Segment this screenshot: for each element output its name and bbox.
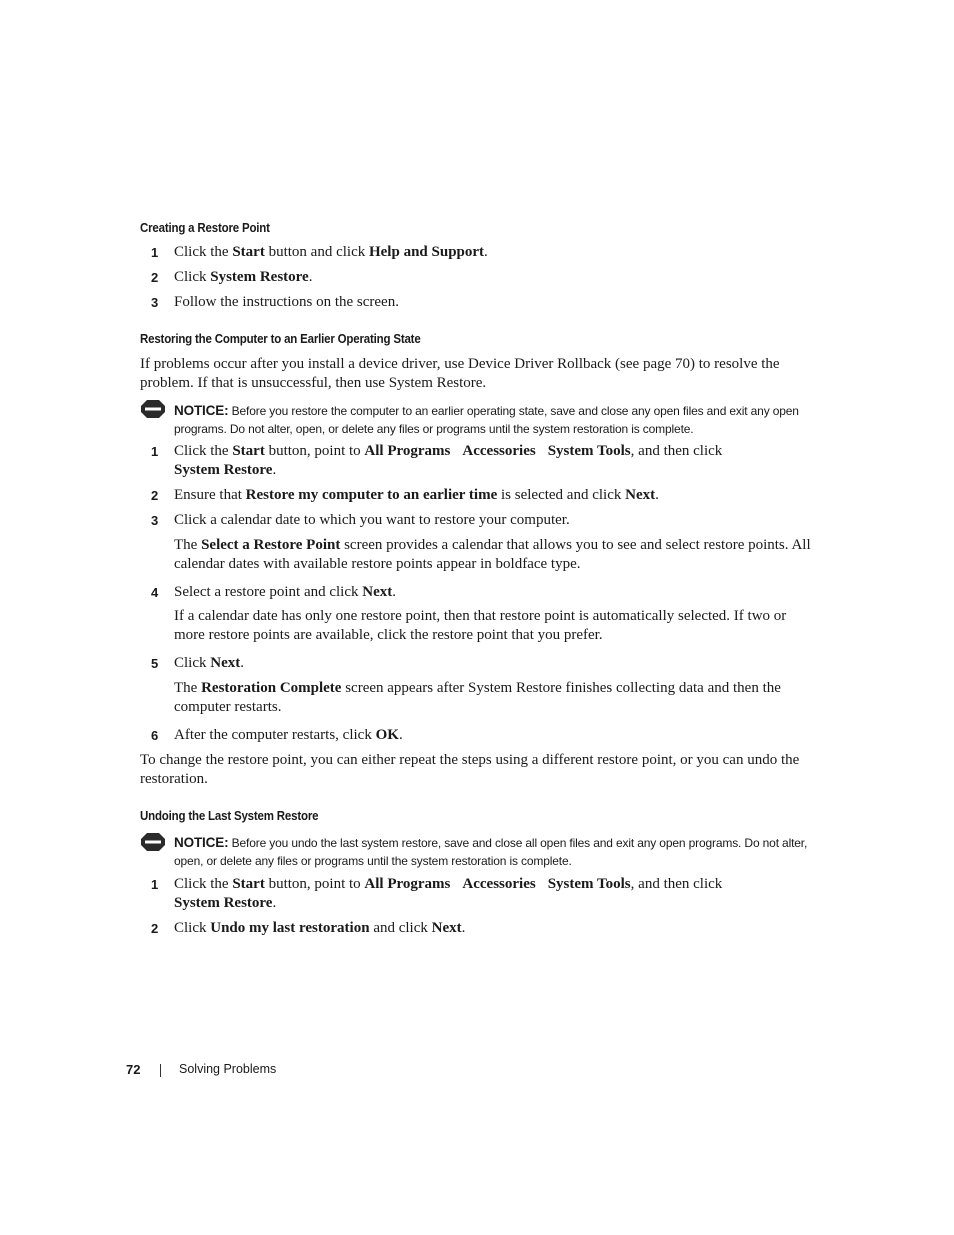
footer-section-title: Solving Problems: [179, 1062, 277, 1076]
section-heading-undoing: Undoing the Last System Restore: [140, 809, 319, 823]
step-number: 1: [151, 877, 159, 892]
section-heading-restoring: Restoring the Computer to an Earlier Operating State: [140, 332, 421, 346]
step-number: 4: [151, 585, 159, 600]
footer-separator: [160, 1064, 161, 1077]
outro-paragraph: To change the restore point, you can either repeat the steps using a different restore point, or you can undo the restoration.: [140, 752, 800, 787]
section-heading-creating: Creating a Restore Point: [140, 221, 270, 235]
step-number: 1: [151, 245, 159, 260]
step-number: 1: [151, 444, 159, 459]
intro-paragraph: If problems occur after you install a device driver, use Device Driver Rollback (see page 70) to resolve the problem. If that is unsuccessful, then use System Restore.: [140, 356, 780, 391]
step-number: 2: [151, 488, 159, 503]
step-number: 3: [151, 513, 159, 528]
step-detail: If a calendar date has only one restore point, then that restore point is automatically selected. If two or more restore points are available, click the restore point that you prefer.: [174, 608, 787, 643]
step-text: Ensure that Restore my computer to an earlier time is selected and click Next.: [174, 487, 659, 503]
notice-label: NOTICE:: [174, 403, 229, 418]
step-text: Click System Restore.: [174, 269, 313, 285]
step-text: Click Next.: [174, 655, 244, 671]
step-number: 2: [151, 270, 159, 285]
step-text: Click Undo my last restoration and click Next.: [174, 920, 466, 936]
step-text: Select a restore point and click Next.: [174, 584, 397, 600]
notice-undoing: NOTICE: Before you undo the last system restore, save and close all open files and exit any open programs. Do not alter, open, or delete any files or programs until the system restoration is complete.: [174, 835, 808, 868]
step-number: 3: [151, 295, 159, 310]
step-text: Click the Start button and click Help and Support.: [174, 244, 488, 260]
notice-label: NOTICE:: [174, 835, 229, 850]
step-text: Click the Start button, point to All Programs Accessories System Tools, and then click System Restore.: [174, 876, 723, 911]
notice-icon: [140, 832, 166, 852]
notice-restoring: NOTICE: Before you restore the computer to an earlier operating state, save and close any open files and exit any open programs. Do not alter, open, or delete any files or programs until the system restoration is complete.: [174, 403, 799, 436]
step-detail: The Select a Restore Point screen provides a calendar that allows you to see and select restore points. All calendar dates with available restore points appear in boldface type.: [174, 537, 811, 572]
step-number: 2: [151, 921, 159, 936]
step-text: Click a calendar date to which you want to restore your computer.: [174, 512, 570, 528]
step-text: Follow the instructions on the screen.: [174, 294, 399, 310]
step-text: After the computer restarts, click OK.: [174, 727, 403, 743]
step-number: 6: [151, 728, 159, 743]
step-text: Click the Start button, point to All Programs Accessories System Tools, and then click System Restore.: [174, 443, 723, 478]
step-detail: The Restoration Complete screen appears after System Restore finishes collecting data and then the computer restarts.: [174, 680, 781, 715]
step-number: 5: [151, 656, 159, 671]
notice-icon: [140, 399, 166, 419]
page-number: 72: [126, 1062, 141, 1077]
